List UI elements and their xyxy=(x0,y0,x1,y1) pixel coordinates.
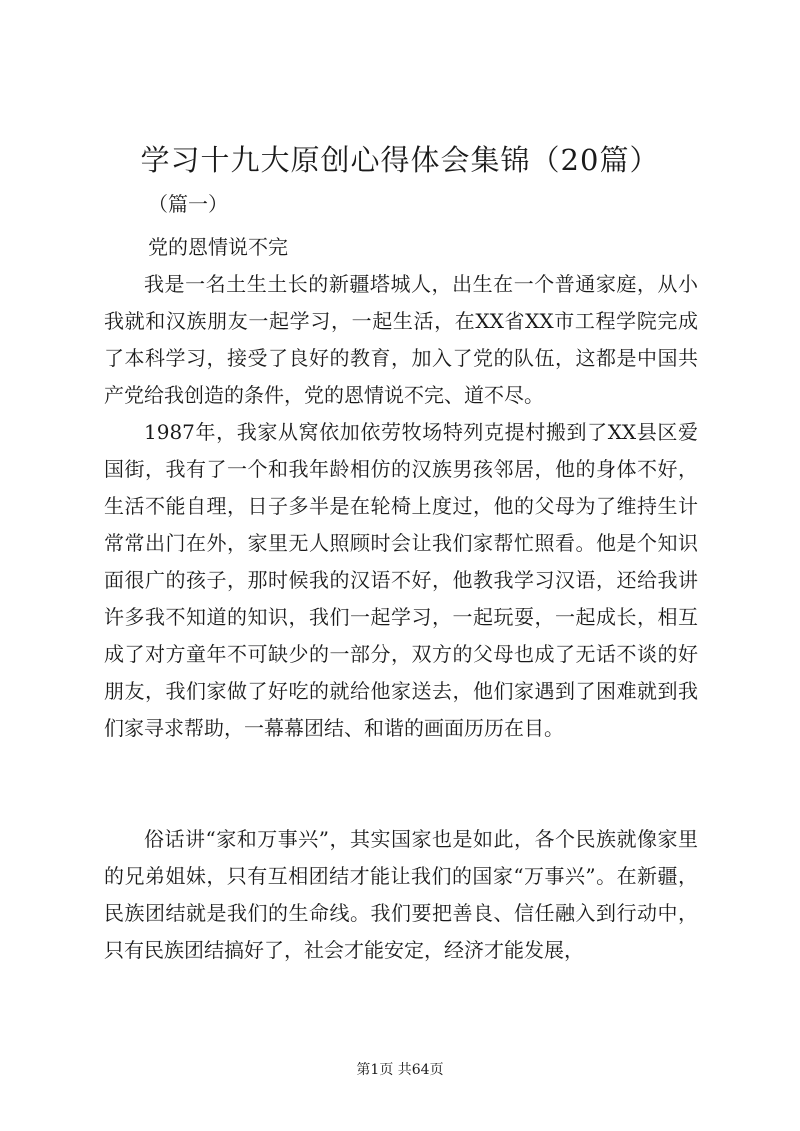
body-paragraph: 1987年，我家从窝依加依劳牧场特列克提村搬到了XX县区爱国街，我有了一个和我年龄相仿的汉族男孩邻居，他的身体不好，生活不能自理，日子多半是在轮椅上度过，他的父母为了维持生计常常出门在外，家里无人照顾时会让我们家帮忙照看。他是个知识面很广的孩子，那时候我的汉语不好，他教我学习汉语，还给我讲许多我不知道的知识，我们一起学习，一起玩耍，一起成长，相互成了对方童年不可缺少的一部分，双方的父母也成了无话不谈的好朋友，我们家做了好吃的就给他家送去，他们家遇到了困难就到我们家寻求帮助，一幕幕团结、和谐的画面历历在目。 xyxy=(104,420,698,740)
subheading: 党的恩情说不完 xyxy=(148,235,288,259)
body-paragraph: 俗话讲“家和万事兴”，其实国家也是如此，各个民族就像家里的兄弟姐妹，只有互相团结才能让我们的国家“万事兴”。在新疆，民族团结就是我们的生命线。我们要把善良、信任融入到行动中，只有民族团结搞好了，社会才能安定，经济才能发展， xyxy=(104,827,698,962)
document-title: 学习十九大原创心得体会集锦（20篇） xyxy=(140,143,660,177)
body-paragraph: 我是一名土生土长的新疆塔城人，出生在一个普通家庭，从小我就和汉族朋友一起学习，一起生活，在XX省XX市工程学院完成了本科学习，接受了良好的教育，加入了党的队伍，这都是中国共产党给我创造的条件，党的恩情说不完、道不尽。 xyxy=(104,272,698,407)
section-label: （篇一） xyxy=(148,192,228,216)
page-footer: 第1页 共64页 xyxy=(356,1062,444,1078)
